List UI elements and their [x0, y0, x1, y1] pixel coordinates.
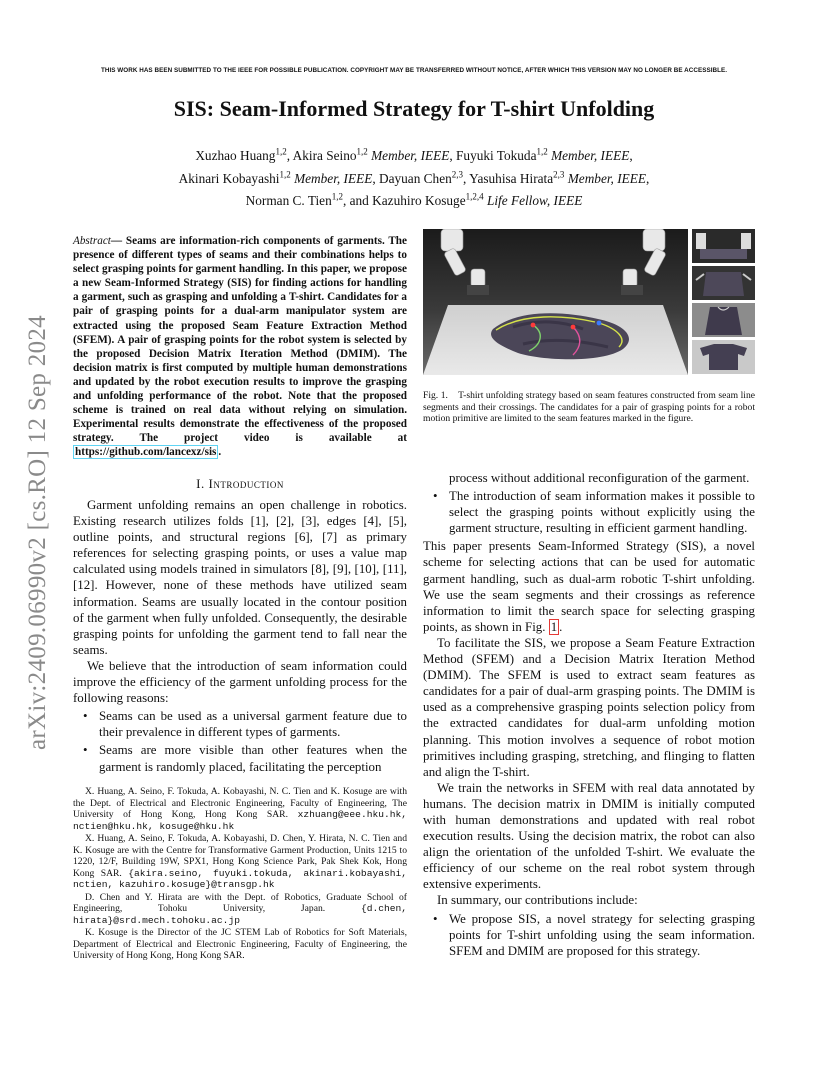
figure-thumbnail-strip: [692, 229, 755, 375]
author: Akira Seino$^{1,2}$ Member, IEEE,: [292, 147, 453, 164]
section-heading: I. Introduction: [196, 476, 284, 491]
project-link[interactable]: https://github.com/lancexz/sis: [75, 446, 217, 459]
footnote: X. Huang, A. Seino, F. Tokuda, A. Kobayashi, N. C. Tien and K. Kosuge are with the Dept. of Electrical and Electronic Engineering, Faculty of Engineering, The University of Hong Kong, Hong Kong SAR. xzhuang@eee.hku.hk, nctien@hku.hk, kosuge@hku.hk: [73, 786, 407, 832]
author-list: [84, 143, 744, 210]
list-item-continuation: process without additional reconfiguration of the garment.: [449, 471, 750, 485]
submission-notice: THIS WORK HAS BEEN SUBMITTED TO THE IEEE FOR POSSIBLE PUBLICATION. COPYRIGHT MAY BE TRANSFERRED WITHOUT NOTICE, AFTER WHICH THIS VERSION MAY NO LONGER BE ACCESSIBLE.: [100, 67, 728, 74]
list-item: • The introduction of seam information makes it possible to select the grasping points without explicitly using the garment structure, resulting in efficient garment handling.: [449, 488, 755, 536]
left-column-body: [73, 497, 407, 777]
author: Yasuhisa Hirata$^{2,3}$ Member, IEEE,: [469, 169, 650, 186]
paragraph: To facilitate the SIS, we propose a Seam Feature Extraction Method (SFEM) and a Decision Matrix Iteration Method (DMIM). The SFEM is used to extract seam features as candidates for a pair of dual-arm grasping points. The DMIM is used as a comprehensive grasping points selection policy from the extracted candidates for dual-arm unfolding motion planning. This motion involves a sequence of robot motion primitives including grasping, stretching, and flinging to flatten and align the T-shirt.: [423, 635, 755, 779]
figure-caption: [423, 390, 755, 425]
thumbnail-image: [692, 340, 755, 374]
figure-reference-link[interactable]: 1: [550, 619, 558, 634]
paragraph: In summary, our contributions include:: [437, 893, 638, 908]
contribution-list: [423, 911, 755, 959]
author: Akinari Kobayashi$^{1,2}$ Member, IEEE,: [178, 169, 376, 186]
list-item: • Seams are more visible than other features when the garment is randomly placed, facilitating the perception: [99, 742, 407, 774]
abstract-text: — Seams are information-rich components of garments. The presence of different types of seams and their combinations helps to select grasping points for garment handling. In this paper, we propose a new Seam-Informed Strategy (SIS) for finding actions for handling a garment, such as grasping and unfolding a T-shirt. Candidates for a pair of grasping points for a dual-arm manipulator system are extracted using the proposed Seam Feature Extraction Method (SFEM). A pair of grasping points for the robot system is selected by the proposed Decision Matrix Iteration Method (DMIM). The decision matrix is first computed by multiple human demonstrations and updated by the robot execution results to improve the grasping and unfolding performance of the robot. Note that the proposed scheme is trained on real data without relying on simulation. Experimental results demonstrate the effectiveness of the proposed strategy. The project video is available at: [73, 235, 407, 445]
footnote: K. Kosuge is the Director of the JC STEM Lab of Robotics for Soft Materials, Department of Electrical and Electronic Engineering, Faculty of Engineering, the University of Hong Kong, Hong Kong SAR.: [73, 927, 407, 961]
thumbnail-image: [692, 229, 755, 263]
author: Xuzhao Huang$^{1,2}$,: [195, 147, 291, 164]
footnote: X. Huang, A. Seino, F. Tokuda, A. Kobayashi, D. Chen, Y. Hirata, N. C. Tien and K. Kosuge are with the Centre for Transformative Garment Production, Units 1215 to 1220, 12/F, Building 19W, SPX1, Hong Kong Science Park, Pak Shek Kok, Hong Kong SAR. {akira.seino, fuyuki.tokuda, akinari.kobayashi, nctien, kazuhiro.kosuge}@transgp.hk: [73, 833, 407, 890]
paper-title: SIS: Seam-Informed Strategy for T-shirt Unfolding: [173, 96, 655, 121]
abstract-label: Abstract: [73, 235, 111, 247]
arxiv-identifier: arXiv:2409.06990v2 [cs.RO] 12 Sep 2024: [24, 315, 51, 750]
robot-unfolding-photo: [423, 229, 688, 375]
list-item: • We propose SIS, a novel strategy for selecting grasping points for T-shirt unfolding using the seam information. SFEM and DMIM are proposed for this strategy.: [449, 911, 755, 959]
caption-label: Fig. 1.: [423, 390, 448, 401]
paragraph: Garment unfolding remains an open challenge in robotics. Existing research utilizes folds [1], [2], [3], edges [4], [5], outline points, and structural regions [6], [7] as primary references for selecting grasping points, or uses a value map calculated using models trained in simulators [8], [9], [10], [11], [12]. However, none of these methods have utilized seam information. Seams are usually located in the contour position of the garment when fully unfolded. Consequently, the desirable grasping points for unfolding the garment tend to fall near the seams.: [73, 498, 407, 657]
footnotes: [73, 786, 407, 963]
thumbnail-image: [692, 266, 755, 300]
reason-list: [73, 708, 407, 774]
caption-text: T-shirt unfolding strategy based on seam features constructed from seam line segments and their crossings. The candidates for a pair of grasping points for a robot motion primitive are limited to the seam features marked in the figure.: [423, 390, 756, 424]
reason-list-continued: [423, 488, 755, 536]
author: Norman C. Tien$^{1,2}$, and: [245, 191, 369, 209]
thumbnail-image: [692, 303, 755, 337]
author: Fuyuki Tokuda$^{1,2}$ Member, IEEE,: [456, 147, 633, 164]
author: Kazuhiro Kosuge$^{1,2,4}$ Life Fellow, IEEE: [372, 191, 583, 209]
right-column-body: [423, 470, 755, 961]
list-item: • Seams can be used as a universal garment feature due to their prevalence in different types of garments.: [99, 708, 407, 740]
author: Dayuan Chen$^{2,3}$,: [379, 169, 467, 186]
paragraph: This paper presents Seam-Informed Strategy (SIS), a novel scheme for selecting actions that can be used for automatic garment handling, such as dual-arm robotic T-shirt unfolding. We use the seam segments and their crossings as reference information to limit the search space for selecting grasping points, as shown in Fig. 1 .: [423, 539, 755, 634]
abstract: Abstract— Seams are information-rich components of garments. The presence of different types of seams and their combinations helps to select grasping points for garment handling. In this paper, we propose a new Seam-Informed Strategy (SIS) for finding actions for handling a garment, such as grasping and unfolding a T-shirt. Candidates for a pair of grasping points for a dual-arm manipulator system are extracted using the proposed Seam Feature Extraction Method (SFEM). A pair of grasping points for the robot system is selected by the proposed Decision Matrix Iteration Method (DMIM). The decision matrix is first computed by multiple human demonstrations and updated by the robot execution results to improve the grasping and unfolding performance of the robot. Note that the proposed scheme is trained on real data without relying on simulation. Experimental results demonstrate the effectiveness of the proposed strategy. The project video is available at https://github.com/lancexz/sis .: [73, 235, 407, 459]
figure-1: [423, 229, 755, 375]
footnote: D. Chen and Y. Hirata are with the Dept. of Robotics, Graduate School of Engineering, Tohoku University, Japan. {d.chen, hirata}@srd.mech.tohoku.ac.jp: [73, 891, 407, 926]
paragraph: We train the networks in SFEM with real data annotated by humans. The decision matrix in DMIM is initially computed with human demonstrations and updated with real robot execution results. Using the decision matrix, the robot can also align the orientation of the unfolded T-shirt. We evaluate the efficiency of our scheme on the real robot system through extensive experiments.: [423, 780, 755, 892]
paragraph: We believe that the introduction of seam information could improve the efficiency of the garment unfolding process for the following reasons:: [73, 658, 407, 706]
